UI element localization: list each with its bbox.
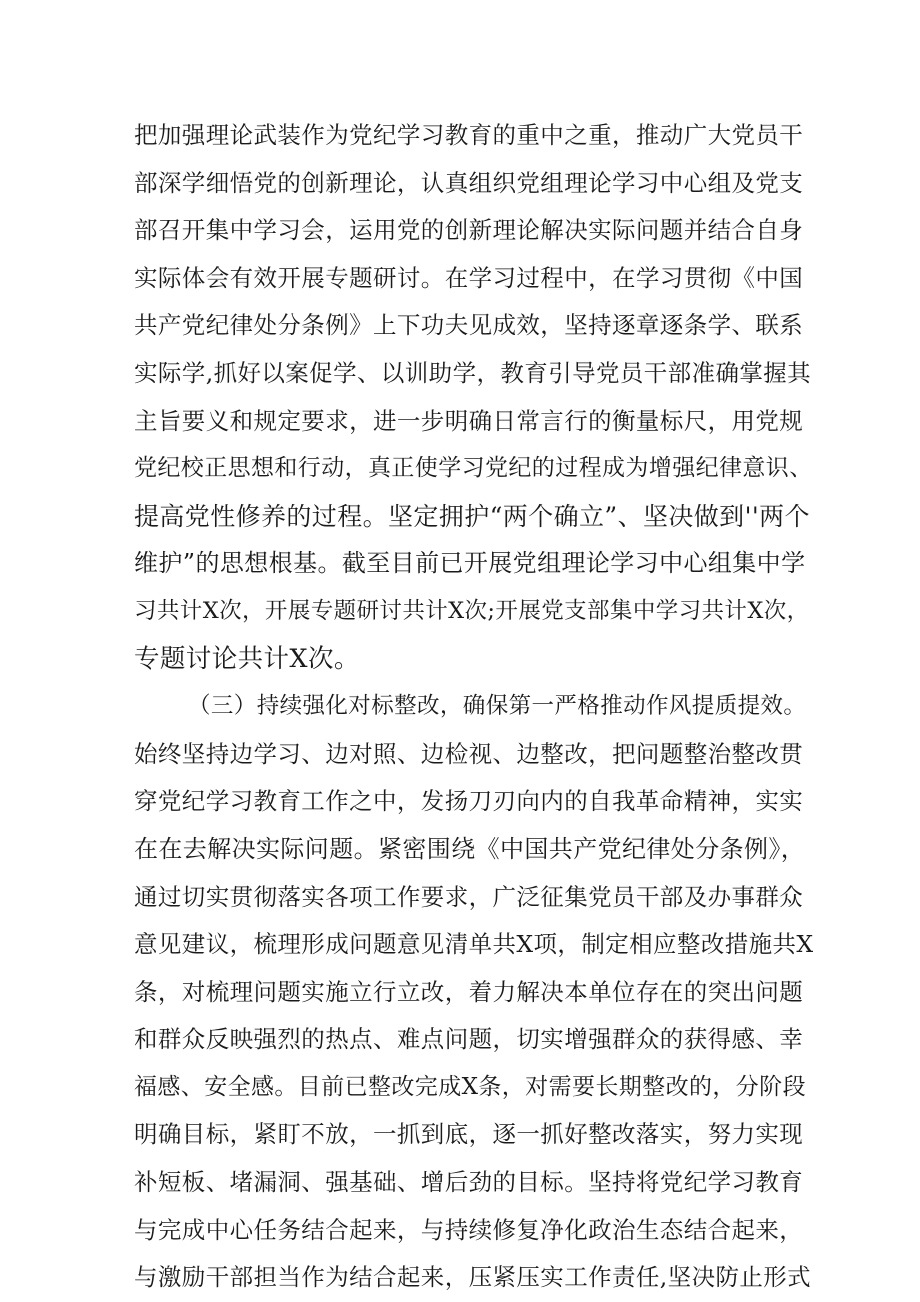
text-line: 始终坚持边学习、边对照、边检视、边整改，把问题整治整改贯 [134,739,804,768]
text-line: 共产党纪律处分条例》上下功夫见成效，坚持逐章逐条学、联系 [134,311,804,340]
text-line: 把加强理论武装作为党纪学习教育的重中之重，推动广大党员干 [134,121,804,149]
text-line: 主旨要义和规定要求，进一步明确日常言行的衡量标尺，用党规 [134,406,804,435]
text-line: 通过切实贯彻落实各项工作要求，广泛征集党员干部及办事群众 [134,882,804,911]
text-line: 和群众反映强烈的热点、难点问题，切实增强群众的获得感、幸 [134,1025,804,1054]
text-line: 部召开集中学习会，运用党的创新理论解决实际问题并结合自身 [134,216,804,245]
text-line: 部深学细悟党的创新理论，认真组织党组理论学习中心组及党支 [134,168,804,197]
text-line: 条，对梳理问题实施立行立改，着力解决本单位存在的突出问题 [134,977,804,1006]
text-line: 穿党纪学习教育工作之中，发扬刀刃向内的自我革命精神，实实 [134,787,804,816]
text-line: 福感、安全感。目前已整改完成X条，对需要长期整改的，分阶段 [134,1073,806,1100]
text-line: 明确目标，紧盯不放，一抓到底，逐一抓好整改落实，努力实现 [134,1120,804,1149]
body-text [134,112,814,1302]
text-line: 与激励干部担当作为结合起来，压紧压实工作责任,坚决防止形式 [134,1263,812,1292]
text-line: 提高党性修养的过程。坚定拥护“两个确立”、坚决做到''两个 [134,501,810,531]
text-line: 党纪校正思想和行动，真正使学习党纪的过程成为增强纪律意识、 [134,455,813,482]
section-heading: （三）持续强化对标整改，确保第一严格推动作风提质提效。 [188,693,807,720]
text-line: 维护”的思想根基。截至目前已开展党组理论学习中心组集中学 [134,549,806,578]
text-line: 意见建议，梳理形成问题意见清单共X项，制定相应整改措施共X [134,930,814,959]
text-line: 习共计X次，开展专题研讨共计X次;开展党支部集中学习共计X次， [134,597,810,624]
text-line: 实际学,抓好以案促学、以训助学，教育引导党员干部准确掌握其 [134,358,812,387]
text-line: 专题讨论共计X次。 [134,643,360,674]
text-line: 在在去解决实际问题。紧密围绕《中国共产党纪律处分条例》， [134,834,806,863]
text-line: 实际体会有效开展专题研讨。在学习过程中，在学习贯彻《中国 [134,263,804,292]
text-line: 与完成中心任务结合起来，与持续修复净化政治生态结合起来， [134,1215,804,1244]
text-line: 补短板、堵漏洞、强基础、增后劲的目标。坚持将党纪学习教育 [134,1168,804,1197]
